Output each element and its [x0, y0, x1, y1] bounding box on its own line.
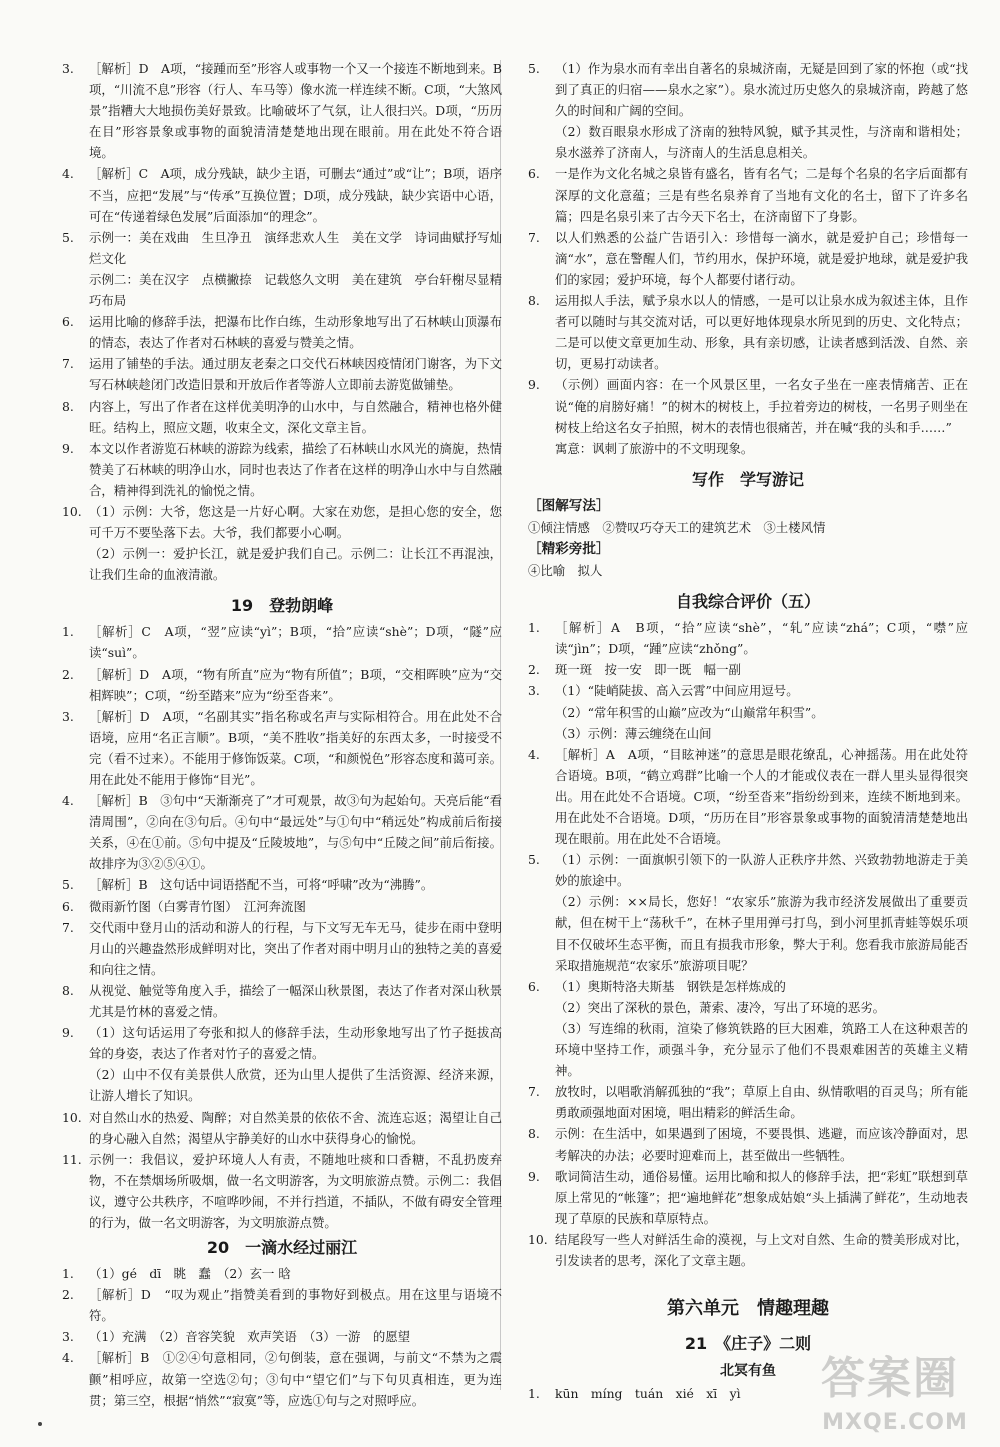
answer-subitem: （3）写连绵的秋雨，渲染了修筑铁路的巨大困难，筑路工人在这种艰苦的环境中坚持工作，顽强斗争，充分显示了他们不畏艰难困苦的英雄主义精神。 [555, 1020, 968, 1079]
lesson-title: 登勃朗峰 [269, 596, 334, 616]
item-number: 3. [62, 708, 74, 724]
item-text: ［解析］B ①②④句意相同，②句倒装，意在强调，与前文“不禁为之震颤”相呼应，故第一空选②句；③句中“望它们”与下句贝真相连，更为连贯；第三空，根据“悄然”“寂寞”等，应选①句与之对照呼应。 [89, 1350, 502, 1408]
watermark [805, 1348, 975, 1438]
item-text: 结尾段写一些人对鲜活生命的漠视，与上文对自然、生命的赞美形成对比，引发读者的思考，深化了文章主题。 [555, 1231, 968, 1268]
item-text: （1）这句话运用了夸张和拟人的修辞手法，生动形象地写出了竹子挺拔高耸的身姿，表达了作者对竹子的喜爱之情。 [89, 1025, 502, 1062]
answer-subitem: （2）示例：××局长，您好！“农家乐”旅游为我市经济发展做出了重要贡献，但在树干上“荡秋千”，在林子里用弹弓打鸟，到小河里抓青蛙等娱乐项目不仅破坏生态平衡，而且有损我市形象，弊大于利。您看我市旅游局能否采取措施规范“农家乐”旅游项目呢？ [555, 894, 968, 973]
item-number: 6. [62, 314, 74, 330]
answer-subitem: （2）突出了深秋的景色，萧索、凄冷，写出了环境的恶劣。 [555, 999, 886, 1015]
answer-item [528, 374, 968, 437]
item-text: 运用拟人手法，赋予泉水以人的情感，一是可以让泉水成为叙述主体，且作者可以随时与其交流对话，可以更好地体现泉水所见到的历史、文化特点；二是可以使文章更加生动、形象，具有亲切感，让读者感到活泼、自然、亲切，更易打动读者。 [555, 293, 968, 372]
left-column [62, 58, 502, 1411]
answers-eval [528, 617, 968, 1271]
item-number: 4. [62, 166, 74, 182]
item-number: 9. [528, 377, 540, 393]
answer-item [62, 1107, 502, 1149]
graph-text: ①倾注情感 ②赞叹巧夺天工的建筑艺术 ③土楼风情 [528, 519, 826, 535]
lesson-title: 《庄子》二则 [723, 1334, 812, 1354]
item-number: 1. [528, 1386, 540, 1402]
item-number: 4. [62, 793, 74, 809]
item-number: 1. [62, 624, 74, 640]
item-number: 8. [528, 293, 540, 309]
item-number: 11. [62, 1151, 82, 1167]
answers-18 [62, 58, 502, 585]
item-number: 5. [528, 61, 540, 76]
answer-item [62, 621, 502, 663]
answer-item [62, 1284, 502, 1326]
answer-subitem: 示例二：美在汉字 点横撇捺 记载悠久文明 美在建筑 亭台轩榭尽显精巧布局 [89, 271, 502, 309]
answer-subitem: （2）数百眼泉水形成了济南的独特风貌，赋予其灵性，与济南和谐相处；泉水滋养了济南人，与济南人的生活息息相关。 [555, 124, 968, 161]
item-number: 8. [528, 1126, 540, 1142]
answer-item [62, 1263, 502, 1284]
item-number: 9. [62, 1025, 74, 1041]
item-number: 3. [62, 1329, 74, 1345]
item-number: 2. [62, 666, 74, 682]
answer-item [528, 1081, 968, 1123]
answer-item [62, 1149, 502, 1233]
item-text: （1）gé dī 眺 蠢 （2）玄一 晗 [89, 1266, 291, 1282]
item-text: （示例）画面内容：在一个风景区里，一名女子坐在一座表情痛苦、正在说“俺的肩膀好痛！”的树木的树枝上，手拉着旁边的树枝，一名男子则坐在树枝上给这名女子拍照，树木的表情也很痛苦，并在喊“我的头和手……” [555, 377, 968, 435]
answer-item [62, 438, 502, 501]
answer-item [528, 1166, 968, 1229]
item-number: 9. [528, 1168, 540, 1184]
unit-title: 第六单元 情趣理趣 [667, 1298, 829, 1320]
item-number: 5. [62, 229, 74, 245]
item-number: 10. [528, 1231, 548, 1247]
answer-item [62, 501, 502, 543]
lesson-number: 20 [206, 1238, 230, 1258]
item-text: （1）充满 （2）音容笑貌 欢声笑语 （3）一游 的愿望 [89, 1329, 411, 1345]
item-number: 7. [62, 356, 74, 372]
item-number: 7. [528, 1084, 540, 1100]
item-number: 5. [528, 852, 540, 868]
item-text: ［解析］D A项，“名副其实”指名称或名声与实际相符合。用在此处不合语境，应用“名正言顺”。B项，“美不胜收”指美好的东西太多，一时接受不完（看不过来）。不能用于修饰饭菜。C项，“和颜悦色”形容态度和蔼可亲。用在此处不能用于修饰“目光”。 [89, 708, 502, 787]
item-number: 9. [62, 440, 74, 456]
answers-continued [528, 58, 968, 459]
item-text: 斑一斑 按一安 即一既 幅一副 [555, 662, 741, 678]
answer-item [62, 1022, 502, 1064]
answer-item [528, 58, 968, 121]
remark-section [528, 538, 968, 560]
answer-item [62, 1326, 502, 1347]
item-number: 2. [528, 662, 540, 678]
answer-item [62, 353, 502, 395]
item-text: 示例一：我倡议，爱护环境人人有责，不随地吐痰和口香糖，不乱扔废弃物，不在禁烟场所吸烟，做一名文明游客，为文明旅游点赞。示例二：我倡议，遵守公共秩序，不喧哗吵闹，不并行挡道，不插队，不做有碍安全管理的行为，做一名文明游客，为文明旅游点赞。 [89, 1151, 502, 1230]
answer-item [62, 664, 502, 706]
item-text: ［解析］D A项，“接踵而至”形容人或事物一个又一个接连不断地到来。B项，“川流不息”形容（行人、车马等）像水流一样连续不断。C项，“大煞风景”指糟大大地损伤美好景致。比喻破坏了气氛，让人很扫兴。D项，“历历在目”形容景象或事物的面貌清清楚楚地出现在眼前。用在此处不符合语境。 [89, 61, 502, 161]
answer-item [528, 290, 968, 374]
item-text: （1）示例：一面旗帜引领下的一队游人正秩序井然、兴致勃勃地游走于美妙的旅途中。 [555, 852, 968, 889]
item-number: 8. [62, 398, 74, 414]
item-text: ［解析］B ③句中“天渐渐亮了”才可观景，故③句为起始句。天亮后能“看清周围”，②向在③句后。④句中“最远处”与①句中“稍远处”构成前后衔接关系，④在①前。⑤句中提及“丘陵坡地”，与⑤句中“丘陵之间”前后衔接。故排序为③②⑤④①。 [89, 793, 502, 872]
answer-subitem: （2）山中不仅有美景供人欣赏，还为山里人提供了生活资源、经济来源，让游人增长了知识。 [89, 1067, 502, 1104]
item-text: （1）作为泉水而有幸出自著名的泉城济南，无疑是回到了家的怀抱（或“找到了真正的归宿——泉水之家”）。泉水流过历史悠久的泉城济南，跨越了悠久的时间和广阔的空间。 [555, 61, 968, 119]
answer-item [528, 659, 968, 680]
item-text: 运用了铺垫的手法。通过朋友老秦之口交代石林峡因疫情闭门谢客，为下文写石林峡趁闭门改造旧景和开放后作者等游人立即前去游览做铺垫。 [89, 356, 502, 393]
answer-item [62, 227, 502, 269]
item-text: 内容上，写出了作者在这样优美明净的山水中，与自然融合，精神也格外健旺。结构上，照应文题，收束全文，深化文章主旨。 [89, 398, 502, 435]
answer-item [62, 790, 502, 874]
answer-item [528, 1123, 968, 1165]
writing-title: 写作 学写游记 [691, 469, 804, 489]
answer-subitem: （2）示例一：爱护长江，就是爱护我们自己。示例二：让长江不再混浊，让我们生命的血液清澈。 [89, 546, 502, 583]
item-number: 6. [528, 166, 540, 182]
answer-item [62, 980, 502, 1022]
self-eval-title: 自我综合评价（五） [675, 592, 820, 612]
answer-subitem: （3）示例：薄云缠绕在山间 [555, 725, 712, 741]
subsection-title: 北冥有鱼 [720, 1363, 776, 1380]
item-number: 8. [62, 982, 74, 998]
item-number: 10. [62, 503, 82, 519]
answer-item [62, 1347, 502, 1410]
item-text: 微雨新竹图（白雾青竹图） 江河奔流图 [89, 898, 306, 914]
watermark-logo: 答案圈 [821, 1353, 959, 1404]
answer-item [528, 680, 968, 701]
item-number: 3. [528, 683, 540, 699]
lesson-number: 19 [230, 596, 254, 616]
answer-item [528, 1229, 968, 1271]
item-text: 以人们熟悉的公益广告语引入：珍惜每一滴水，就是爱护自己；珍惜每一滴“水”，意在警醒人们，节约用水，保护环境，就是爱护地球，就是爱护我们的家园；爱护环境，每个人都要付诸行动。 [555, 229, 968, 287]
answer-item [528, 617, 968, 659]
item-text: 示例：在生活中，如果遇到了困境，不要畏惧、逃避，而应该冷静面对，思考解决的办法；必要时迎难而上，甚至做出一些牺牲。 [555, 1126, 968, 1163]
item-number: 7. [528, 229, 540, 245]
item-number: 2. [62, 1287, 74, 1303]
item-text: ［解析］D “叹为观止”指赞美看到的事物好到极点。用在这里与语境不符。 [89, 1287, 502, 1324]
graph-method [528, 495, 968, 517]
item-text: 运用比喻的修辞手法，把瀑布比作白练，生动形象地写出了石林峡山顶瀑布的情态，表达了作者对石林峡的喜爱与赞美之情。 [89, 314, 502, 351]
answer-subitem: 寓意：讽刺了旅游中的不文明现象。 [555, 440, 754, 456]
answer-item [62, 874, 502, 895]
item-text: （1）示例：大爷，您这是一片好心啊。大家在劝您，是担心您的安全，您可千万不要坠落下去。大爷，我们都要小心啊。 [89, 503, 502, 541]
item-text: 歌词简洁生动，通俗易懂。运用比喻和拟人的修辞手法，把“彩虹”联想到草原上常见的“帐篷”；把“遍地鲜花”想象成姑娘“头上插满了鲜花”，生动地表现了草原的民族和草原特点。 [555, 1168, 968, 1226]
section-title-19 [62, 591, 502, 621]
answer-item [528, 849, 968, 891]
answer-item [528, 227, 968, 290]
item-number: 3. [62, 61, 74, 76]
answers-20 [62, 1263, 502, 1411]
item-text: 对自然山水的热爱、陶醉；对自然美景的依依不舍、流连忘返；渴望让自己的身心融入自然；渴望从宇静美好的山水中获得身心的愉悦。 [89, 1109, 502, 1146]
item-text: 交代雨中登月山的活动和游人的行程，与下文写无车无马，徒步在雨中登明月山的兴趣盎然形成鲜明对比，突出了作者对雨中明月山的独特之美的喜爱和向往之情。 [89, 919, 502, 977]
answer-item [528, 744, 968, 849]
answers-19 [62, 621, 502, 1233]
item-text: ［解析］C A项，“翌”应读“yì”；B项，“拾”应读“shè”；D项，“隧”应读“suì”。 [89, 624, 502, 661]
answer-item [528, 976, 968, 997]
answer-item [62, 896, 502, 917]
answer-subitem: （2）“常年积雪的山巅”应改为“山巅常年积雪”。 [555, 704, 824, 720]
item-text: 本文以作者游览石林峡的游踪为线索，描绘了石林峡山水风光的旖旎，热情赞美了石林峡的明净山水，同时也表达了作者在这样的明净山水中与自然融合，精神得到洗礼的愉悦之情。 [89, 440, 502, 498]
item-number: 10. [62, 1109, 82, 1125]
item-text: ［解析］D A项，“物有所直”应为“物有所值”；B项，“交相晖映”应为“交相辉映”；C项，“纷至踏来”应为“纷至沓来”。 [89, 666, 502, 703]
item-text: 一是作为文化名城之泉皆有盛名，皆有名气；二是每个名泉的名字后面都有深厚的文化意蕴；三是有些名泉养育了当地有文化的名士，留下了许多名篇；四是名泉引来了古今天下名士，在济南留下了身影。 [555, 166, 968, 224]
watermark-url: MXQE.COM [822, 1410, 968, 1435]
item-number: 4. [62, 1350, 74, 1366]
item-text: ［解析］C A项，成分残缺，缺少主语，可删去“通过”或“让”；B项，语序不当，应把“发展”与“传承”互换位置；D项，成分残缺，缺少宾语中心语，可在“传递着绿色发展”后面添加“的理念”。 [89, 166, 502, 224]
lesson-title: 一滴水经过丽江 [245, 1238, 358, 1258]
item-number: 6. [528, 978, 540, 994]
item-text: 示例一：美在戏曲 生旦净丑 演绎悲欢人生 美在文学 诗词曲赋抒写灿烂文化 [89, 229, 502, 266]
lesson-number: 21 [684, 1334, 708, 1354]
item-number: 6. [62, 898, 74, 914]
answer-item [62, 163, 502, 226]
item-text: （1）“陡峭陡拔、高入云霄”中间应用逗号。 [555, 683, 799, 699]
item-number: 4. [528, 746, 540, 762]
answer-item [62, 706, 502, 790]
item-number: 1. [62, 1266, 74, 1282]
item-text: kūn míng tuán xié xī yì [555, 1386, 741, 1402]
item-text: ［解析］A A项，“目眩神迷”的意思是眼花缭乱，心神摇荡。用在此处符合语境。B项，“鹤立鸡群”比喻一个人的才能或仪表在一群人里头显得很突出。用在此处不合语境。C项，“纷至沓来”指纷纷到来，连续不断地到来。用在此处不合语境。D项，“历历在目”形容景象或事物的面貌清清楚楚地出现在眼前。用在此处不合语境。 [555, 746, 968, 847]
section-title-20 [62, 1233, 502, 1263]
answer-item [62, 396, 502, 438]
item-number: 7. [62, 919, 74, 935]
item-text: ［解析］B 这句话中词语搭配不当，可将“呼啸”改为“沸腾”。 [89, 877, 434, 893]
item-number: 5. [62, 877, 74, 893]
answer-item [62, 58, 502, 163]
answer-item [528, 163, 968, 226]
right-column [528, 58, 968, 1404]
item-text: ［解析］A B项，“拾”应读“shè”，“轧”应读“zhá”；C项，“噤”应读“jìn”；D项，“踵”应读“zhǒng”。 [555, 620, 968, 657]
remark-text: ④比喻 拟人 [528, 563, 603, 579]
graph-tag: ［图解写法］ [528, 497, 610, 514]
answer-item [62, 311, 502, 353]
remark-tag: ［精彩旁批］ [528, 540, 610, 557]
answer-item [62, 917, 502, 980]
page-dot [38, 1422, 42, 1426]
item-text: 从视觉、触觉等角度入手，描绘了一幅深山秋景图，表达了作者对深山秋景尤其是竹林的喜爱之情。 [89, 982, 502, 1020]
item-text: 放牧时，以唱歌消解孤独的“我”；草原上自由、纵情歌唱的百灵鸟；所有能勇敢顽强地面对困境，唱出精彩的鲜活生命。 [555, 1084, 968, 1121]
item-number: 1. [528, 620, 540, 636]
item-text: （1）奥斯特洛夫斯基 钢铁是怎样炼成的 [555, 978, 786, 994]
